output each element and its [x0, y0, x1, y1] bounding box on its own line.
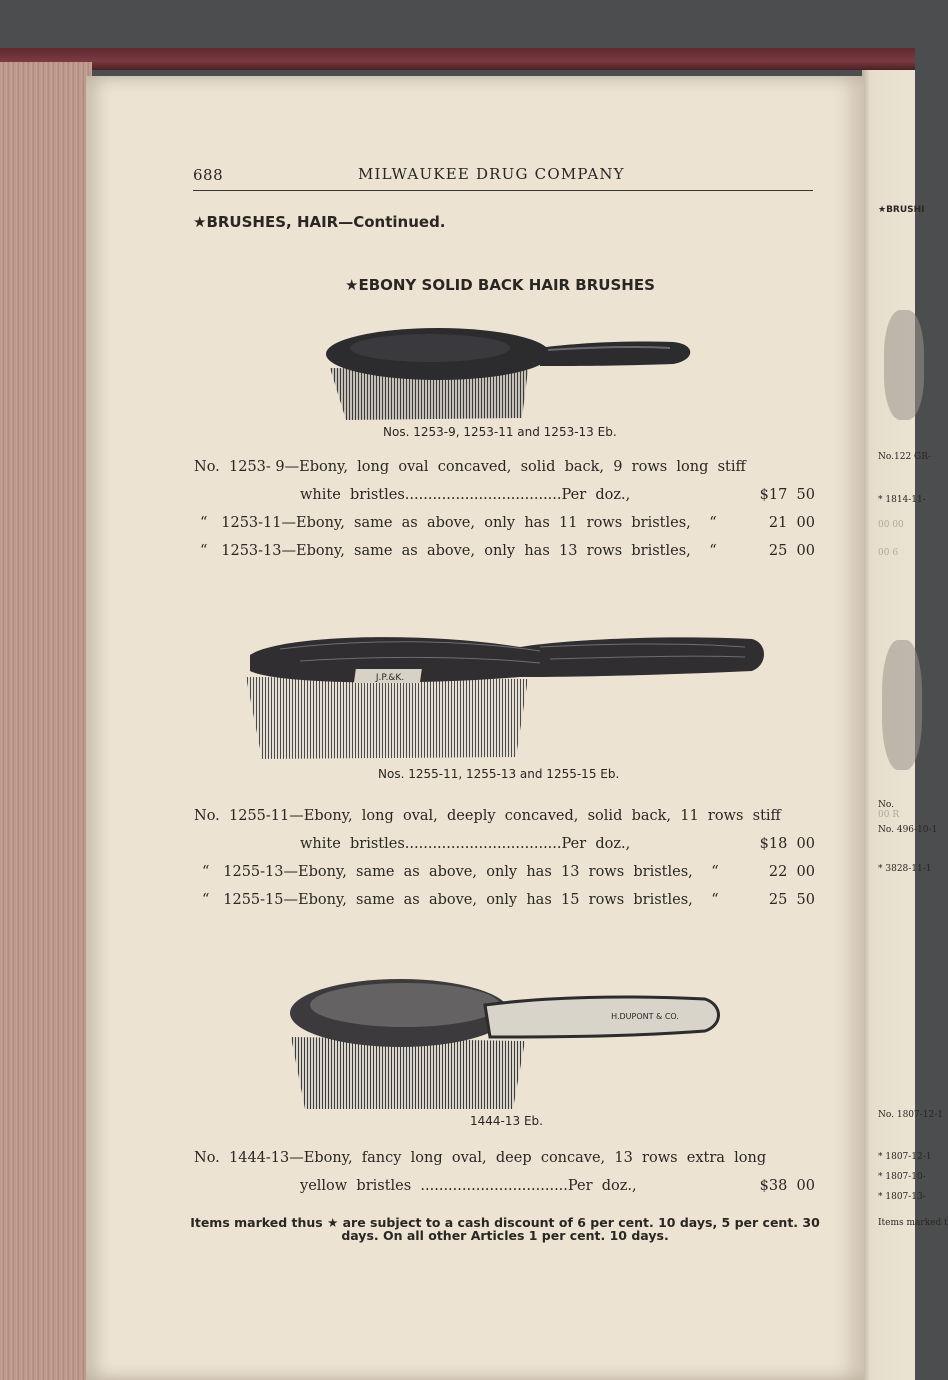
- header-rule: [193, 190, 813, 191]
- facing-page-text: No.: [878, 800, 894, 810]
- product-line: No. 1253- 9—Ebony, long oval concaved, solid back, 9 rows long stiff: [194, 459, 746, 475]
- facing-page-text: * 1807-12-1: [878, 1152, 932, 1162]
- facing-page-text: * 1807-10-: [878, 1172, 926, 1182]
- book-page-edges: [0, 62, 92, 1380]
- product-line: “ 1253-11—Ebony, same as above, only has 11 rows bristles, “: [200, 515, 717, 531]
- facing-page-text: No. 496-10-1: [878, 825, 938, 835]
- product-price: $17 50: [759, 487, 815, 503]
- product-line: white bristles..................................Per doz.,: [300, 487, 631, 503]
- facing-page-heading: ★BRUSHI: [878, 205, 925, 215]
- product-line: “ 1255-15—Ebony, same as above, only has 15 rows bristles, “: [202, 892, 719, 908]
- image-caption: Nos. 1253-9, 1253-11 and 1253-13 Eb.: [383, 425, 617, 439]
- facing-page-text: * 1807-13-: [878, 1192, 926, 1202]
- page-number: 688: [193, 166, 224, 184]
- product-line: No. 1255-11—Ebony, long oval, deeply concaved, solid back, 11 rows stiff: [194, 808, 781, 824]
- image-caption: 1444-13 Eb.: [470, 1114, 543, 1128]
- facing-page-brush-image: [882, 640, 922, 770]
- brush-1255-image: [240, 625, 770, 765]
- brush-1253-image: [318, 320, 698, 428]
- product-line: white bristles..................................Per doz.,: [300, 836, 631, 852]
- facing-page-text: * 3828-11-1: [878, 864, 932, 874]
- product-price: $38 00: [759, 1178, 815, 1194]
- image-caption: Nos. 1255-11, 1255-13 and 1255-15 Eb.: [378, 767, 620, 781]
- company-name: MILWAUKEE DRUG COMPANY: [358, 165, 625, 183]
- book-cover-edge: [0, 48, 915, 70]
- product-price: 21 00: [768, 515, 815, 531]
- discount-footnote: Items marked thus ★ are subject to a cash discount of 6 per cent. 10 days, 5 per cent. 30 days. On all other Articles 1 per cent. 10 days.: [190, 1215, 820, 1243]
- product-price: $18 00: [759, 836, 815, 852]
- product-price: 25 50: [768, 892, 815, 908]
- facing-page-text: 00 R: [878, 810, 900, 820]
- facing-page-text: No.122 GR-: [878, 452, 932, 462]
- product-line: “ 1255-13—Ebony, same as above, only has 13 rows bristles, “: [202, 864, 719, 880]
- facing-page-text: * 1814-11-: [878, 495, 926, 505]
- facing-page-text: 00 6: [878, 548, 899, 558]
- product-price: 22 00: [768, 864, 815, 880]
- section-subtitle: ★EBONY SOLID BACK HAIR BRUSHES: [345, 276, 655, 294]
- facing-page-text: Items marked t: [878, 1218, 948, 1228]
- brush-1444-image: [285, 975, 725, 1115]
- facing-page-text: No. 1807-12-1: [878, 1110, 944, 1120]
- facing-page-text: 00 00: [878, 520, 904, 530]
- product-price: 25 00: [768, 543, 815, 559]
- facing-page-brush-image: [884, 310, 924, 420]
- product-line: No. 1444-13—Ebony, fancy long oval, deep concave, 13 rows extra long: [194, 1150, 767, 1166]
- product-line: “ 1253-13—Ebony, same as above, only has 13 rows bristles, “: [200, 543, 717, 559]
- brand-stamp: H.DUPONT & CO.: [611, 1012, 679, 1021]
- brand-stamp: J.P.&K.: [375, 673, 405, 683]
- section-title: ★BRUSHES, HAIR—Continued.: [193, 213, 446, 231]
- product-line: yellow bristles ................................Per doz.,: [300, 1178, 637, 1194]
